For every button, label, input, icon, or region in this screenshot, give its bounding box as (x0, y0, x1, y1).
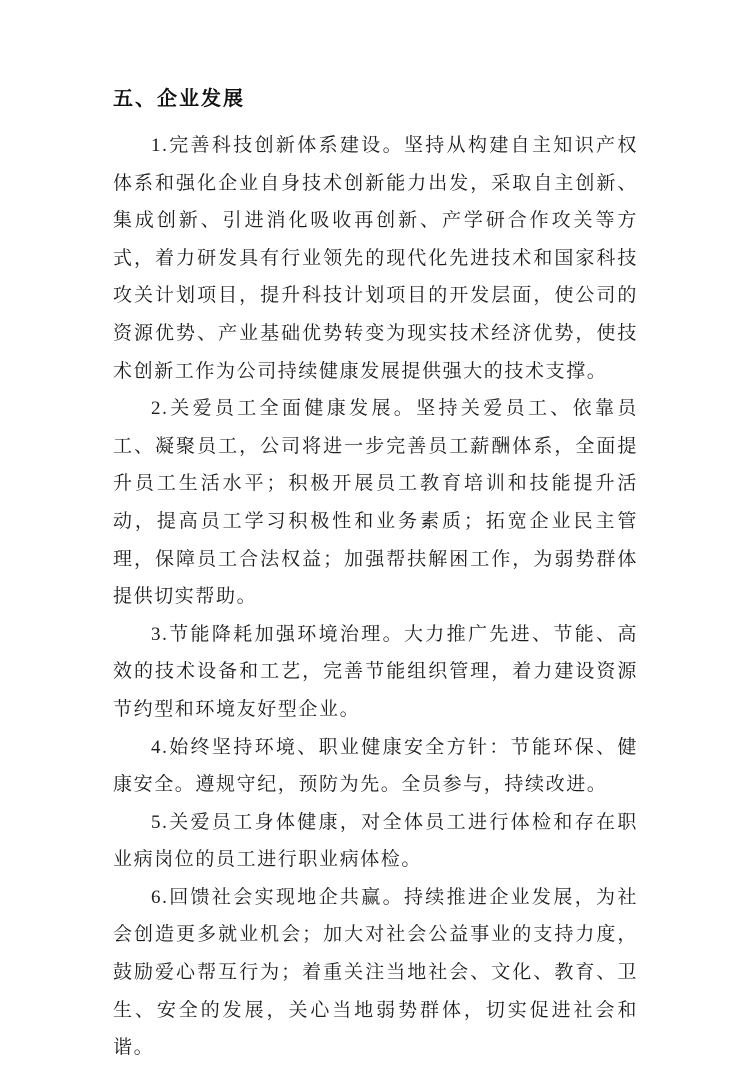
paragraph-5: 5.关爱员工身体健康，对全体员工进行体检和存在职业病岗位的员工进行职业病体检。 (113, 811, 638, 871)
paragraph-4: 4.始终坚持环境、职业健康安全方针：节能环保、健康安全。遵规守纪，预防为先。全员参与，持续改进。 (113, 736, 638, 796)
paragraph-3: 3.节能降耗加强环境治理。大力推广先进、节能、高效的技术设备和工艺，完善节能组织管理，着力建设资源节约型和环境友好型企业。 (113, 623, 638, 720)
paragraph-2: 2.关爱员工全面健康发展。坚持关爱员工、依靠员工、凝聚员工，公司将进一步完善员工薪酬体系，全面提升员工生活水平；积极开展员工教育培训和技能提升活动，提高员工学习积极性和业务素质；拓宽企业民主管理，保障员工合法权益；加强帮扶解困工作，为弱势群体提供切实帮助。 (113, 398, 638, 608)
paragraph-6: 6.回馈社会实现地企共赢。持续推进企业发展，为社会创造更多就业机会；加大对社会公益事业的支持力度，鼓励爱心帮互行为；着重关注当地社会、文化、教育、卫生、安全的发展，关心当地弱势群体，切实促进社会和谐。 (113, 886, 638, 1059)
document-body (113, 127, 638, 1067)
section-heading: 五、企业发展 (113, 88, 245, 110)
paragraph-1: 1.完善科技创新体系建设。坚持从构建自主知识产权体系和强化企业自身技术创新能力出发，采取自主创新、集成创新、引进消化吸收再创新、产学研合作攻关等方式，着力研发具有行业领先的现代化先进技术和国家科技攻关计划项目，提升科技计划项目的开发层面，使公司的资源优势、产业基础优势转变为现实技术经济优势，使技术创新工作为公司持续健康发展提供强大的技术支撑。 (113, 135, 638, 382)
